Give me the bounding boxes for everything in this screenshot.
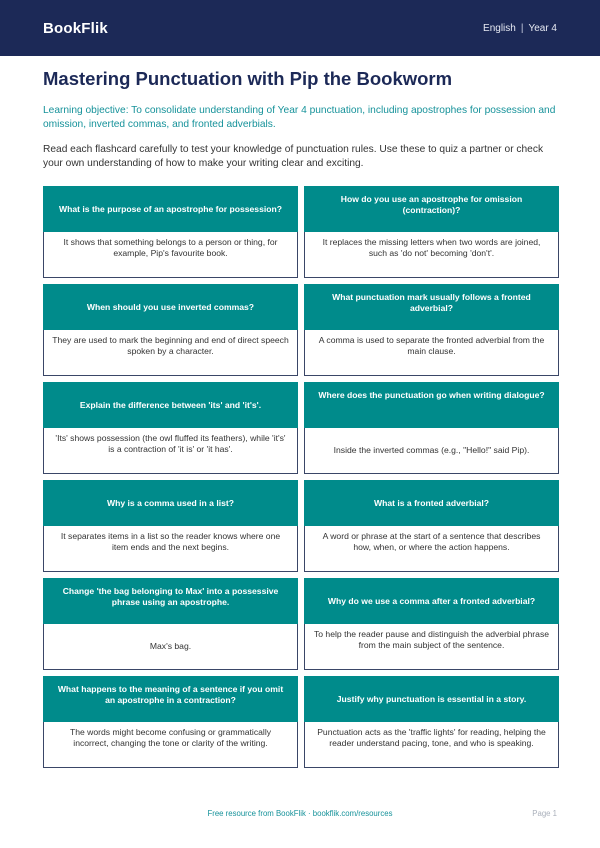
flashcard-question: Justify why punctuation is essential in a story. [304,676,559,722]
flashcard-question: Why is a comma used in a list? [43,480,298,526]
meta-separator: | [520,22,524,34]
intro-text: Read each flashcard carefully to test your knowledge of punctuation rules. Use these to quiz a partner or check your own understanding of how to make your writing clear and exciting. [43,144,544,169]
flashcard-answer: A comma is used to separate the fronted adverbial from the main clause. [304,330,559,376]
flashcard [43,676,298,768]
flashcard [304,382,559,474]
learning-objective: Learning objective: To consolidate understanding of Year 4 punctuation, including apostrophes for possession and omission, inverted commas, and fronted adverbials. [43,105,556,130]
flashcard-answer: 'Its' shows possession (the owl fluffed its feathers), while 'it's' is a contraction of 'it is' or 'it has'. [43,428,298,474]
flashcard-question: What happens to the meaning of a sentence if you omit an apostrophe in a contraction? [43,676,298,722]
flashcard [43,186,298,278]
flashcard-question: When should you use inverted commas? [43,284,298,330]
flashcard [304,186,559,278]
flashcard-answer: It shows that something belongs to a person or thing, for example, Pip's favourite book. [43,232,298,278]
header-meta [483,23,557,34]
flashcard-question: Where does the punctuation go when writing dialogue? [304,382,559,428]
flashcard [304,480,559,572]
flashcard [43,578,298,670]
page-title: Mastering Punctuation with Pip the Bookworm [43,68,453,89]
flashcard-answer: They are used to mark the beginning and end of direct speech spoken by a character. [43,330,298,376]
language-label: English [483,22,516,34]
page-number: Page 1 [532,809,557,818]
flashcard [43,284,298,376]
flashcard-answer: A word or phrase at the start of a sentence that describes how, when, or where the action happens. [304,526,559,572]
flashcard-answer: The words might become confusing or grammatically incorrect, changing the tone or clarity of the writing. [43,722,298,768]
flashcard-answer: To help the reader pause and distinguish the adverbial phrase from the main subject of the sentence. [304,624,559,670]
flashcard [304,284,559,376]
footer-link[interactable]: Free resource from BookFlik · bookflik.com/resources [207,809,393,818]
flashcard-question: What is the purpose of an apostrophe for possession? [43,186,298,232]
flashcard [43,480,298,572]
flashcard-question: What is a fronted adverbial? [304,480,559,526]
flashcard-question: Explain the difference between 'its' and 'it's'. [43,382,298,428]
flashcard-grid [43,186,557,768]
flashcard [304,676,559,768]
flashcard [304,578,559,670]
year-label: Year 4 [528,22,557,34]
flashcard [43,382,298,474]
header-bar [0,0,600,56]
flashcard-answer: Punctuation acts as the 'traffic lights' for reading, helping the reader understand pacing, tone, and who is speaking. [304,722,559,768]
flashcard-answer: It replaces the missing letters when two words are joined, such as 'do not' becoming 'don't'. [304,232,559,278]
flashcard-question: What punctuation mark usually follows a fronted adverbial? [304,284,559,330]
flashcard-question: Why do we use a comma after a fronted adverbial? [304,578,559,624]
flashcard-answer: Max's bag. [43,624,298,670]
flashcard-question: Change 'the bag belonging to Max' into a possessive phrase using an apostrophe. [43,578,298,624]
brand-logo[interactable]: BookFlik [43,19,108,37]
flashcard-answer: Inside the inverted commas (e.g., "Hello!" said Pip). [304,428,559,474]
flashcard-answer: It separates items in a list so the reader knows where one item ends and the next begins. [43,526,298,572]
flashcard-question: How do you use an apostrophe for omission (contraction)? [304,186,559,232]
main-content [0,68,600,768]
